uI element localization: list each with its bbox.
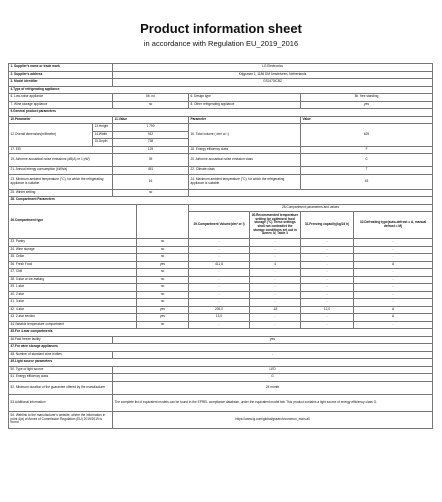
row-value: LED [113, 366, 433, 374]
width-label: 14.Width [93, 131, 113, 139]
supplier-name-row [9, 64, 433, 72]
compartment-temperature: - [250, 314, 301, 322]
section-label: 9.General product parameters [9, 109, 433, 117]
row-value-2: C [301, 154, 433, 167]
information-table [8, 63, 433, 429]
compartment-volume: - [189, 269, 250, 277]
compartment-name: 41. 3-star [9, 299, 137, 307]
compartment-freezing-capacity: - [301, 254, 354, 262]
compartment-volume: - [189, 246, 250, 254]
row-value-2: yes [301, 101, 433, 109]
compartment-row [9, 306, 433, 314]
row-value: G [113, 374, 433, 382]
section-label: 4.Type of refrigerating appliance [9, 86, 433, 94]
compartment-row [9, 276, 433, 284]
compartment-freezing-capacity: - [301, 261, 354, 269]
column-header: 10.Parameter [9, 116, 113, 124]
row-label: 51. Energy efficiency class [9, 374, 113, 382]
compartment-temperature: - [250, 291, 301, 299]
winter-setting-row [9, 189, 433, 197]
section-label: 28. Compartment Parameters [9, 197, 433, 205]
row-label-2: 8. Other refrigerating appliance [189, 101, 301, 109]
compartment-temperature: - [250, 269, 301, 277]
row-value: yes [113, 336, 433, 344]
row-label: 25. Winter setting [9, 189, 113, 197]
row-label-2: 24. Maximum ambient temperature (°C), for which the refrigerating appliance is suitable [189, 174, 301, 189]
compartment-group-header-row [9, 204, 433, 212]
compartment-present: yes [137, 261, 189, 269]
row-value: 125 [113, 146, 189, 154]
compartment-volume: - [189, 239, 250, 247]
section-header [9, 197, 433, 205]
row-label: 1. Supplier's name or trade mark [9, 64, 113, 72]
compartment-name: 33. Pantry [9, 239, 137, 247]
section-header [9, 109, 433, 117]
compartment-temperature: -18 [250, 306, 301, 314]
compartment-present: no [137, 254, 189, 262]
row-label: 54. Weblink to the manufacturer's website, where the information in point 4(a) of Annex of Commission Regulation (EU) 2019/2019 is found [9, 411, 113, 428]
row-value: LG Electronics [113, 64, 433, 72]
compartment-present: no [137, 246, 189, 254]
section-label: 49.Light source parameters [9, 359, 433, 367]
row-label: 7. Wine storage appliance [9, 101, 113, 109]
height-value: 1 790 [113, 124, 189, 132]
compartment-freezing-capacity: - [301, 321, 354, 329]
compartment-name: 34. Wine storage [9, 246, 137, 254]
compartment-volume: - [189, 321, 250, 329]
row-label: 46.Fast freeze facility [9, 336, 113, 344]
light-class-row [9, 374, 433, 382]
compartment-defrost-type: A [354, 306, 433, 314]
compartment-temperature: - [250, 284, 301, 292]
row-label: 19. Airborne acoustical noise emissions (dB(A) re 1 pW) [9, 154, 113, 167]
row-label: 50. Type of light source [9, 366, 113, 374]
compartment-defrost-type: - [354, 276, 433, 284]
compartment-volume: - [189, 291, 250, 299]
row-value: 24 month [113, 381, 433, 394]
compartment-name: 43. 2-star section [9, 314, 137, 322]
row-value-2: 5b. free standing [301, 94, 433, 102]
compartment-temperature: - [250, 321, 301, 329]
column-header: 11.Value [113, 116, 189, 124]
dimension-label: 12.Overall dimension(millimetre) [9, 124, 93, 147]
eei-row [9, 146, 433, 154]
empty-cell [189, 189, 433, 197]
wine-bottles-row [9, 351, 433, 359]
compartment-freezing-capacity: - [301, 299, 354, 307]
fast-freeze-row [9, 336, 433, 344]
compartment-defrost-type: - [354, 239, 433, 247]
compartment-temperature: - [250, 254, 301, 262]
compartment-defrost-type: - [354, 321, 433, 329]
compartment-temperature: 4 [250, 261, 301, 269]
compartment-freezing-capacity: 12,0 [301, 306, 354, 314]
depth-value: 738 [113, 139, 189, 147]
compartment-defrost-type: - [354, 246, 433, 254]
row-value-2: 43 [301, 174, 433, 189]
compartment-temperature: - [250, 299, 301, 307]
compartment-freezing-capacity: - [301, 246, 354, 254]
parameter-header-row [9, 116, 433, 124]
width-value: 912 [113, 131, 189, 139]
compartment-type-label: 26.Compartment type [9, 204, 137, 239]
compartment-present: no [137, 239, 189, 247]
compartment-row [9, 299, 433, 307]
row-label-2: 18. Energy efficiency class [189, 146, 301, 154]
row-value: 5b. no [113, 94, 189, 102]
section-header [9, 359, 433, 367]
compartment-row [9, 314, 433, 322]
compartment-defrost-type: - [354, 254, 433, 262]
compartment-row [9, 284, 433, 292]
compartment-name: 38. 0-star or ice-making [9, 276, 137, 284]
row-label-2: 22. Climate class [189, 167, 301, 175]
compartment-present: no [137, 299, 189, 307]
compartment-row [9, 246, 433, 254]
compartment-name: 39. 1-star [9, 284, 137, 292]
low-noise-row [9, 94, 433, 102]
row-value: The complete list of equivalent models can be found in the EPREL compliance database, under the equivalent model tab. This product contains a light source of energy efficiency class G. [113, 394, 433, 411]
compartment-present: no [137, 276, 189, 284]
compartment-name: 42. 4-star [9, 306, 137, 314]
column-header: 29.Compartment Volume(dm³ or l) [189, 212, 250, 239]
compartment-defrost-type: A [354, 261, 433, 269]
row-value-2: F [301, 146, 433, 154]
compartment-present: yes [137, 314, 189, 322]
dimension-height-row [9, 124, 433, 132]
row-label-2: 20. Airborne acoustical noise emission class [189, 154, 301, 167]
page-subtitle: in accordance with Regulation EU_2019_2016 [143, 39, 299, 48]
compartment-name: 44.Variable temperature compartment [9, 321, 137, 329]
compartment-row [9, 269, 433, 277]
row-value-2: T [301, 167, 433, 175]
compartment-volume: 411,8 [189, 261, 250, 269]
compartment-row [9, 261, 433, 269]
compartment-defrost-type: - [354, 299, 433, 307]
compartment-freezing-capacity: - [301, 269, 354, 277]
compartment-temperature: - [250, 239, 301, 247]
column-header: 31.Freezing capacity(kg/24 h) [301, 212, 354, 239]
depth-label: 15.Depth [93, 139, 113, 147]
column-header: 32.Defrosting type(auto-defrost = A, manual defrost = M) [354, 212, 433, 239]
row-value: 16 [113, 174, 189, 189]
compartment-name: 40. 2-star [9, 291, 137, 299]
compartment-volume: - [189, 276, 250, 284]
column-header: Value [301, 116, 433, 124]
compartment-present: no [137, 269, 189, 277]
compartment-present: no [137, 291, 189, 299]
compartment-freezing-capacity: - [301, 314, 354, 322]
compartment-volume: - [189, 299, 250, 307]
model-identifier-row [9, 79, 433, 87]
row-value: - [113, 351, 433, 359]
compartment-row [9, 239, 433, 247]
row-value: 39 [113, 154, 189, 167]
compartment-present: yes [137, 306, 189, 314]
section-header [9, 344, 433, 352]
compartment-row [9, 254, 433, 262]
row-value: 451 [113, 167, 189, 175]
row-label: 3. Model identifier [9, 79, 113, 87]
noise-row [9, 154, 433, 167]
compartment-rows [9, 239, 433, 329]
light-type-row [9, 366, 433, 374]
row-value: Krijgsman 1, 1186 DM Amstelveen, Netherlands [113, 71, 433, 79]
additional-info-row [9, 394, 433, 411]
compartment-freezing-capacity: - [301, 284, 354, 292]
compartment-name: 36. Fresh Food [9, 261, 137, 269]
row-value: GSJ473ICBZ [113, 79, 433, 87]
row-label: 2. Supplier's address [9, 71, 113, 79]
compartment-defrost-type: - [354, 284, 433, 292]
volume-value: 625 [301, 124, 433, 147]
guarantee-row [9, 381, 433, 394]
weblink-row [9, 411, 433, 428]
height-label: 13.Height [93, 124, 113, 132]
weblink-link[interactable]: https://www.lg.com/global/gsearch/common_main.all [113, 411, 433, 428]
section-header [9, 86, 433, 94]
row-label: 23. Minimum ambient temperature (°C), for which the refrigerating appliance is suitable [9, 174, 113, 189]
empty-cell [137, 204, 189, 239]
compartment-volume: - [189, 284, 250, 292]
compartment-temperature: - [250, 276, 301, 284]
supplier-address-row [9, 71, 433, 79]
compartment-name: 35. Cellar [9, 254, 137, 262]
page-title: Product information sheet [140, 21, 302, 36]
compartment-present: no [137, 284, 189, 292]
compartment-volume: 205,0 [189, 306, 250, 314]
compartment-present: no [137, 321, 189, 329]
row-value: no [113, 101, 189, 109]
compartment-freezing-capacity: - [301, 239, 354, 247]
section-label: 47.For wine storage appliances [9, 344, 433, 352]
column-header: 30.Recommended temperature setting for optimised food storage (°C) These settings shall not contradict the storage conditions set out in Annex IV, Table 3 [250, 212, 301, 239]
energy-consumption-row [9, 167, 433, 175]
section-header [9, 329, 433, 337]
row-label-2: 6. Design type [189, 94, 301, 102]
row-value: no [113, 189, 189, 197]
compartment-defrost-type: - [354, 269, 433, 277]
column-header: Parameter [189, 116, 301, 124]
wine-storage-row [9, 101, 433, 109]
row-label: 5. Low-noise appliance [9, 94, 113, 102]
compartment-row [9, 291, 433, 299]
compartment-name: 37. Chill [9, 269, 137, 277]
row-label: 17. EEI [9, 146, 113, 154]
compartment-freezing-capacity: - [301, 276, 354, 284]
volume-label: 16. Total volume ( dm³ or l ) [189, 124, 301, 147]
row-label: 52. Minimum duration of the guarantee offered by the manufacturer [9, 381, 113, 394]
row-label: 53.Additional information [9, 394, 113, 411]
compartment-volume: - [189, 254, 250, 262]
compartment-row [9, 321, 433, 329]
compartment-volume: 13,0 [189, 314, 250, 322]
group-header: 28.Compartment parameters and values [189, 204, 433, 212]
row-label: 21. Annual energy consumption (kWh/a) [9, 167, 113, 175]
compartment-freezing-capacity: - [301, 291, 354, 299]
compartment-defrost-type: A [354, 314, 433, 322]
compartment-temperature: - [250, 246, 301, 254]
section-label: 45.For 4-star compartments [9, 329, 433, 337]
compartment-defrost-type: - [354, 291, 433, 299]
row-label: 48. Number of standard wine bottles [9, 351, 113, 359]
ambient-temperature-row [9, 174, 433, 189]
